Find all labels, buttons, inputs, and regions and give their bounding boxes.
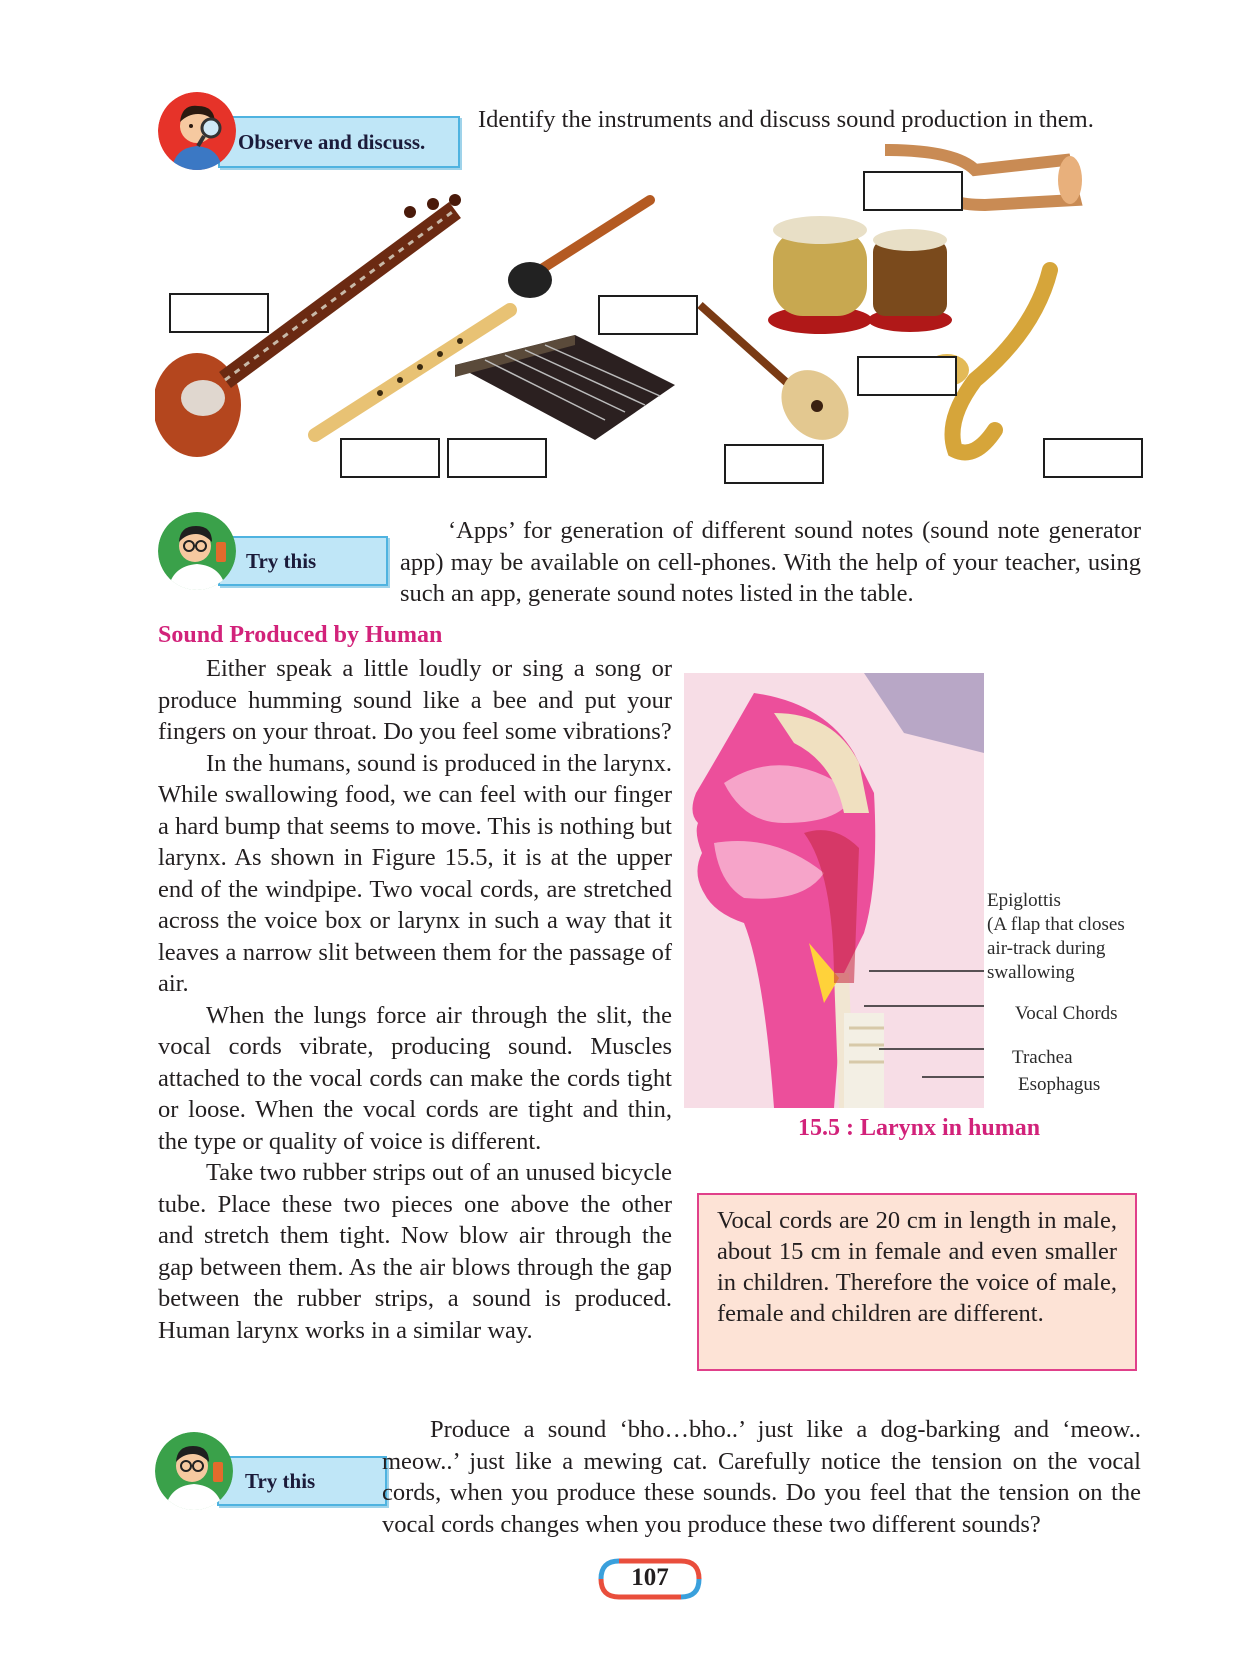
paragraph-4: Take two rubber strips out of an unused bicycle tube. Place these two pieces one above the other and stretch them tight. Now blow air through the gap between them. As the air blows through the gap between the rubber strips, a sound is produced. Human larynx works in a similar way. — [158, 1159, 672, 1344]
santoor-illustration — [455, 335, 675, 440]
label-epiglottis-line-2: (A flap that closes — [987, 914, 1125, 935]
label-esophagus: Esophagus — [1018, 1074, 1101, 1095]
label-box-tabla[interactable] — [857, 356, 957, 396]
label-box-saxophone[interactable] — [1043, 438, 1143, 478]
observe-instruction: Identify the instruments and discuss sound production in them. — [478, 106, 1094, 133]
info-box-text: Vocal cords are 20 cm in length in male, about 15 cm in female and even smaller in children. Therefore the voice of male, female and children are different. — [717, 1207, 1117, 1327]
page-number-badge — [597, 1557, 703, 1601]
label-box-mandolin[interactable] — [724, 444, 824, 484]
larynx-diagram — [684, 673, 984, 1108]
paragraph-2: In the humans, sound is produced in the larynx. While swallowing food, we can feel with our finger a hard bump that seems to move. This is nothing but larynx. As shown in Figure 15.5, it is at the upper end of the windpipe. Two vocal cords, are stretched across the voice box or larynx in such a way that it leaves a narrow slit between them for the passage of air. — [158, 749, 672, 997]
label-box-flute[interactable] — [340, 438, 440, 478]
label-trachea: Trachea — [1012, 1047, 1073, 1068]
paragraph-3: When the lungs force air through the slit, the vocal cords vibrate, producing sound. Muscles attached to the vocal cords can make the cords tight or loose. When the vocal cords are tight and thin, the type or quality of voice is different. — [158, 1001, 672, 1155]
section-heading: Sound Produced by Human — [158, 622, 443, 648]
tabla-illustration — [768, 216, 952, 334]
label-epiglottis-line-3: air-track during — [987, 938, 1106, 959]
label-vocal-chords: Vocal Chords — [1015, 1003, 1118, 1024]
shehnai-illustration — [508, 200, 650, 298]
page-number: 107 — [631, 1564, 669, 1591]
label-box-santoor[interactable] — [447, 438, 547, 478]
label-box-shehnai[interactable] — [598, 295, 698, 335]
try-this-label-2: Try this — [245, 1468, 316, 1493]
try-this-badge-2 — [155, 1430, 375, 1514]
body-column — [158, 653, 672, 1346]
label-epiglottis-line-1: Epiglottis — [987, 890, 1061, 911]
info-box — [697, 1193, 1137, 1371]
try-this-text-2: Produce a sound ‘bho…bho..’ just like a dog-barking and ‘meow.. meow..’ just like a mewing cat. Carefully notice the tension on the vocal cords, when you produce these sounds. Do you feel that the tension on the vocal cords changes when you produce these two different sounds? — [382, 1416, 1141, 1538]
label-box-bugle[interactable] — [863, 171, 963, 211]
paragraph-1: Either speak a little loudly or sing a song or produce humming sound like a bee and put your fingers on your throat. Do you feel some vibrations? — [158, 655, 672, 745]
try-this-label-1: Try this — [246, 548, 317, 573]
scientist-icon — [158, 512, 236, 590]
try-this-text-1: ‘Apps’ for generation of different sound notes (sound note generator app) may be available on cell-phones. With the help of your teacher, using such an app, generate sound notes listed in the table. — [400, 517, 1141, 607]
label-epiglottis — [987, 889, 1125, 985]
label-epiglottis-line-4: swallowing — [987, 962, 1075, 983]
figure-caption: 15.5 : Larynx in human — [798, 1115, 1041, 1141]
try-this-badge-1 — [158, 510, 378, 594]
observe-badge-label: Observe and discuss. — [238, 129, 426, 154]
scientist-icon — [155, 1432, 233, 1510]
label-box-sitar[interactable] — [169, 293, 269, 333]
